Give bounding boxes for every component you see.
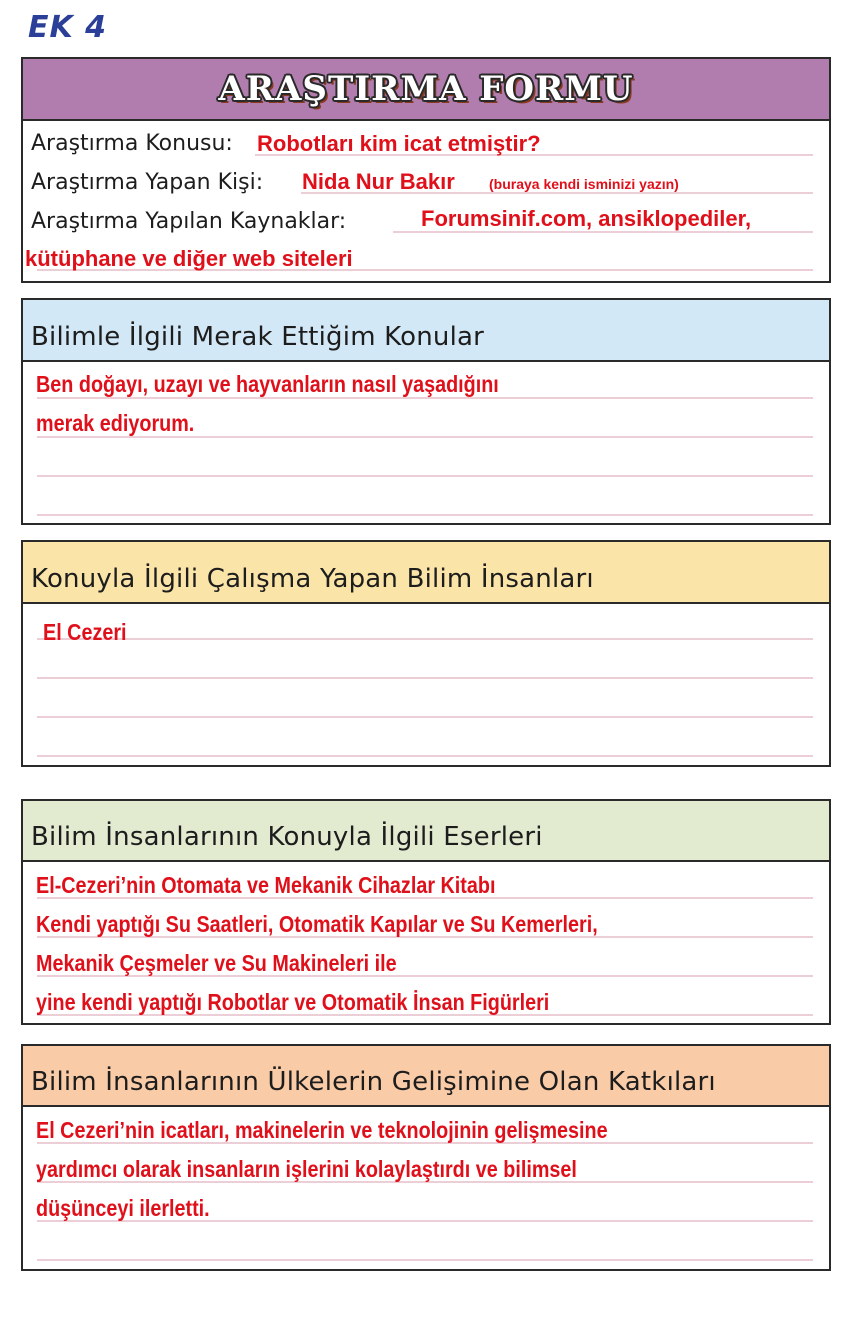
section-header xyxy=(23,1046,829,1107)
section-title: Bilim İnsanlarının Konuyla İlgili Eserleri xyxy=(31,822,543,852)
page-label: EK 4 xyxy=(28,10,108,45)
rule-line xyxy=(37,514,813,516)
sources-label: Araştırma Yapılan Kaynaklar: xyxy=(31,209,347,234)
answer-line[interactable]: Mekanik Çeşmeler ve Su Makineleri ile xyxy=(36,950,397,976)
answer-line[interactable]: yine kendi yaptığı Robotlar ve Otomatik İnsan Figürleri xyxy=(36,989,550,1015)
section-contributions xyxy=(21,1044,831,1271)
answer-line[interactable]: yardımcı olarak insanların işlerini kolaylaştırdı ve bilimsel xyxy=(36,1156,577,1182)
researcher-note: (buraya kendi isminizi yazın) xyxy=(489,176,679,192)
answer-line[interactable]: El Cezeri xyxy=(43,619,127,645)
section-title: Bilimle İlgili Merak Ettiğim Konular xyxy=(31,322,485,352)
answer-line[interactable]: düşünceyi ilerletti. xyxy=(36,1195,210,1221)
answer-line[interactable]: El-Cezeri’nin Otomata ve Mekanik Cihazlar Kitabı xyxy=(36,872,496,898)
research-form xyxy=(21,57,831,283)
section-title: Konuyla İlgili Çalışma Yapan Bilim İnsanları xyxy=(31,564,594,594)
answer-line[interactable]: El Cezeri’nin icatları, makinelerin ve teknolojinin gelişmesine xyxy=(36,1117,608,1143)
section-works xyxy=(21,799,831,1025)
section-scientists xyxy=(21,540,831,767)
researcher-value[interactable]: Nida Nur Bakır xyxy=(302,169,455,194)
rule-line xyxy=(37,755,813,757)
section-title: Bilim İnsanlarının Ülkelerin Gelişimine Olan Katkıları xyxy=(31,1067,716,1097)
researcher-label: Araştırma Yapan Kişi: xyxy=(31,170,264,195)
answer-line[interactable]: merak ediyorum. xyxy=(36,410,195,436)
sources-value[interactable]: Forumsinif.com, ansiklopediler, xyxy=(421,206,752,231)
rule-line xyxy=(37,638,813,640)
answer-line[interactable]: Kendi yaptığı Su Saatleri, Otomatik Kapılar ve Su Kemerleri, xyxy=(36,911,598,937)
section-curious-topics xyxy=(21,298,831,525)
section-header xyxy=(23,542,829,604)
form-header xyxy=(23,59,829,121)
rule-line xyxy=(37,716,813,718)
rule-line xyxy=(37,1259,813,1261)
section-header xyxy=(23,801,829,862)
sources-continuation[interactable]: kütüphane ve diğer web siteleri xyxy=(25,246,353,271)
section-header xyxy=(23,300,829,362)
research-topic-label: Araştırma Konusu: xyxy=(31,131,233,156)
rule-line xyxy=(37,475,813,477)
form-title: ARAŞTIRMA FORMU xyxy=(218,69,634,109)
rule-line xyxy=(37,677,813,679)
research-topic-value[interactable]: Robotları kim icat etmiştir? xyxy=(257,131,541,156)
answer-line[interactable]: Ben doğayı, uzayı ve hayvanların nasıl yaşadığını xyxy=(36,371,499,397)
